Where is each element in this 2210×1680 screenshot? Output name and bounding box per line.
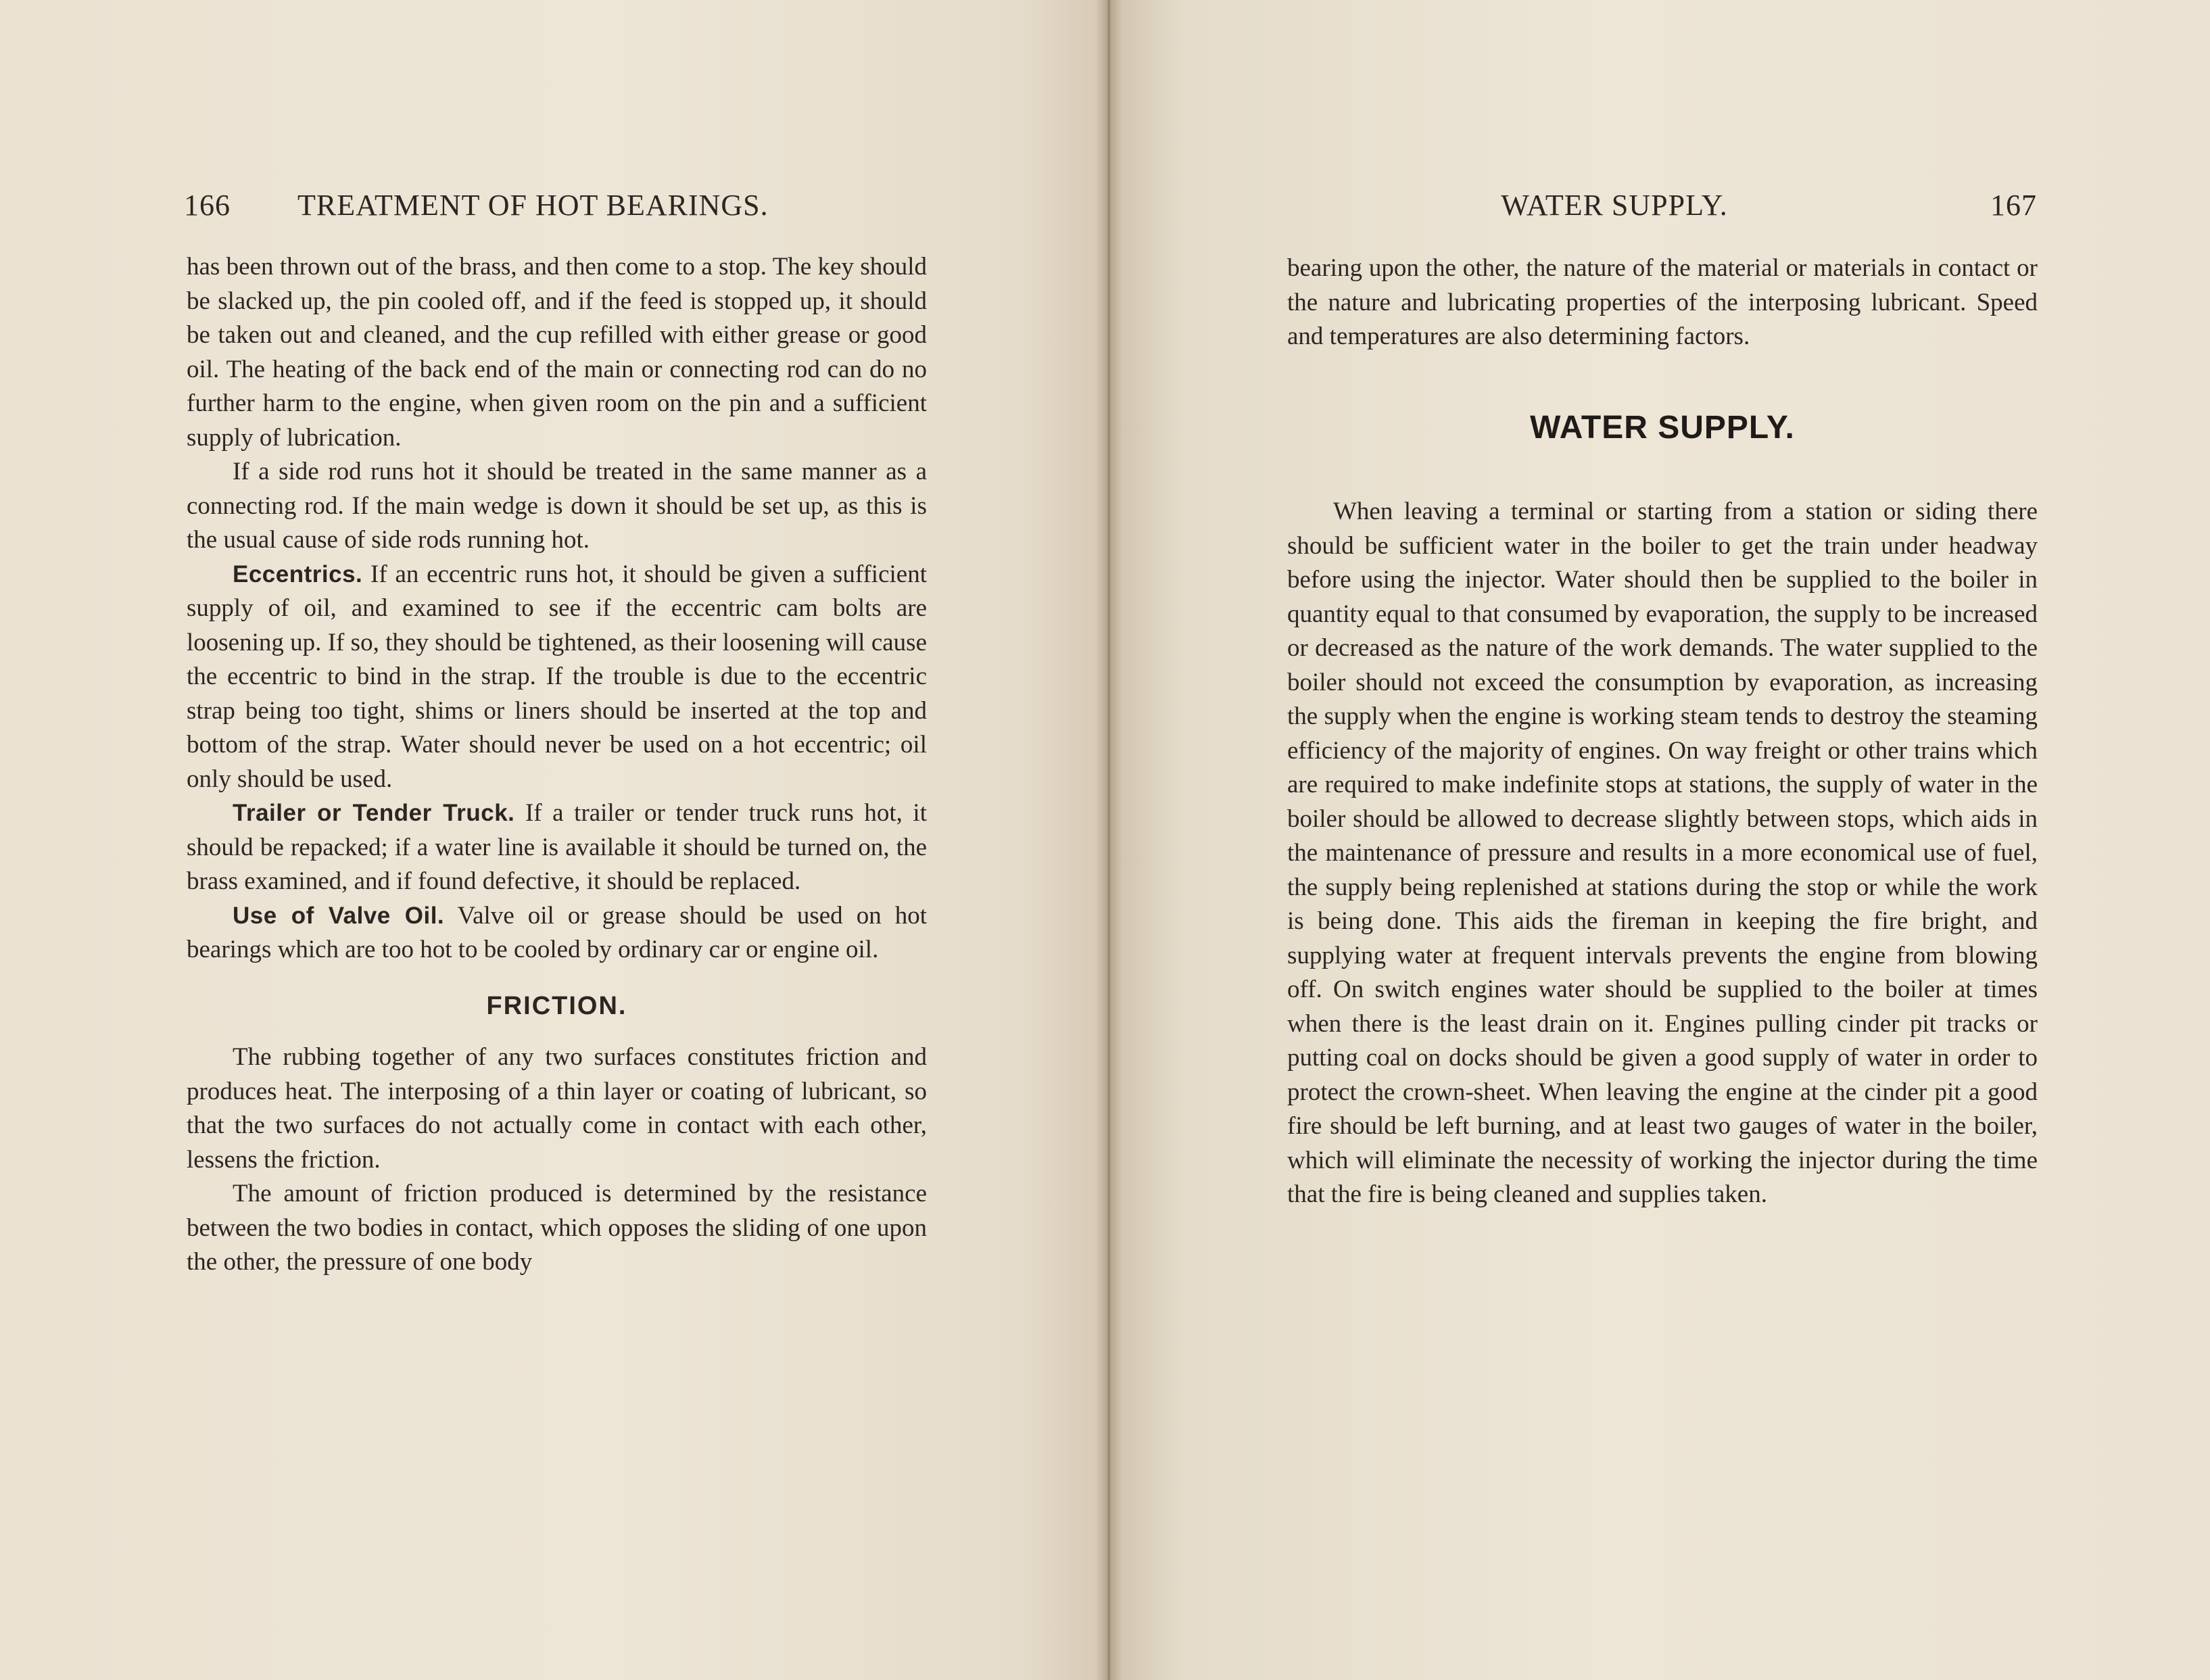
paragraph-friction-amount: The amount of friction produced is determined by the resistance between the two bodies in contact, which opposes the sliding of one upon the other, the pressure of one body: [187, 1180, 927, 1276]
eccentrics-text: If an eccentric runs hot, it should be given a sufficient supply of oil, and examined to see if the eccentric cam bolts are loosening up. If so, they should be tightened, as their loosening will cause the eccentric to bind in the strap. If the trouble is due to the eccentric strap being too tight, shims or liners should be inserted at the top and bottom of the strap. Water should never be used on a hot eccentric; oil only should be used.: [187, 560, 927, 793]
right-page: [1107, 0, 2210, 1680]
left-page-body: [187, 250, 927, 1280]
paragraph-friction-continuation: bearing upon the other, the nature of the material or materials in contact or the nature and lubricating properties of the interposing lubricant. Speed and temperatures are also determining factors.: [1287, 254, 2038, 350]
paragraph-valve-oil: [187, 899, 927, 967]
right-page-body: [1287, 251, 2038, 1212]
running-title-right: WATER SUPPLY.: [1501, 189, 1728, 222]
right-running-header: [1276, 188, 2037, 229]
valve-oil-text: Valve oil or grease should be used on hot bearings which are too hot to be cooled by ordinary car or engine oil.: [187, 901, 927, 963]
book-gutter: [1095, 0, 1122, 1680]
friction-heading: FRICTION.: [486, 991, 627, 1020]
paragraph-friction-definition: The rubbing together of any two surfaces constitutes friction and produces heat. The interposing of a thin layer or coating of lubricant, so that the two surfaces do not actually come in contact with each other, lessens the friction.: [187, 1043, 927, 1174]
paragraph-trailer-truck: [187, 796, 927, 899]
running-title-left: TREATMENT OF HOT BEARINGS.: [297, 189, 769, 222]
eccentrics-lead: Eccentrics.: [233, 560, 363, 587]
paragraph-continuation-hot-bearings: has been thrown out of the brass, and then come to a stop. The key should be slacked up, the pin cooled off, and if the feed is stopped up, it should be taken out and cleaned, and the cup refilled with either grease or good oil. The heating of the back end of the main or connecting rod can do no further harm to the engine, when given room on the pin and a sufficient supply of lubrication.: [187, 253, 927, 452]
left-running-header: [184, 188, 928, 229]
paragraph-side-rod: If a side rod runs hot it should be treated in the same manner as a connecting rod. If the main wedge is down it should be set up, as this is the usual cause of side rods running hot.: [187, 458, 927, 554]
water-supply-heading: WATER SUPPLY.: [1530, 409, 1795, 446]
paragraph-water-supply: When leaving a terminal or starting from a station or siding there should be sufficient water in the boiler to get the train under headway before using the injector. Water should then be supplied to the boiler in quantity equal to that consumed by evaporation, the supply to be increased or decreased as the nature of the work demands. The water supplied to the boiler should not exceed the consumption by evaporation, as increasing the supply when the engine is working steam tends to destroy the steaming efficiency of the majority of engines. On way freight or other trains which are required to make indefinite stops at stations, the supply of water in the boiler should be allowed to decrease slightly between stops, which aids in the maintenance of pressure and results in a more economical use of fuel, the supply being replenished at stations during the stop or while the work is being done. This aids the fireman in keeping the fire bright, and supplying water at frequent intervals prevents the engine from blowing off. On switch engines water should be supplied to the boiler at times when there is the least drain on it. Engines pulling cinder pit tracks or putting coal on docks should be given a good supply of water in order to protect the crown-sheet. When leaving the engine at the cinder pit a good fire should be left burning, and at least two gauges of water in the boiler, which will eliminate the necessity of working the injector during the time that the fire is being cleaned and supplies taken.: [1287, 498, 2038, 1208]
page-number-right: 167: [1990, 189, 2037, 222]
paragraph-eccentrics: [187, 558, 927, 797]
page-number-left: 166: [184, 189, 231, 222]
valve-oil-lead: Use of Valve Oil.: [233, 902, 445, 929]
trailer-truck-text: If a trailer or tender truck runs hot, it should be repacked; if a water line is available it should be turned on, the brass examined, and if found defective, it should be replaced.: [187, 799, 927, 895]
trailer-truck-lead: Trailer or Tender Truck.: [233, 800, 515, 826]
